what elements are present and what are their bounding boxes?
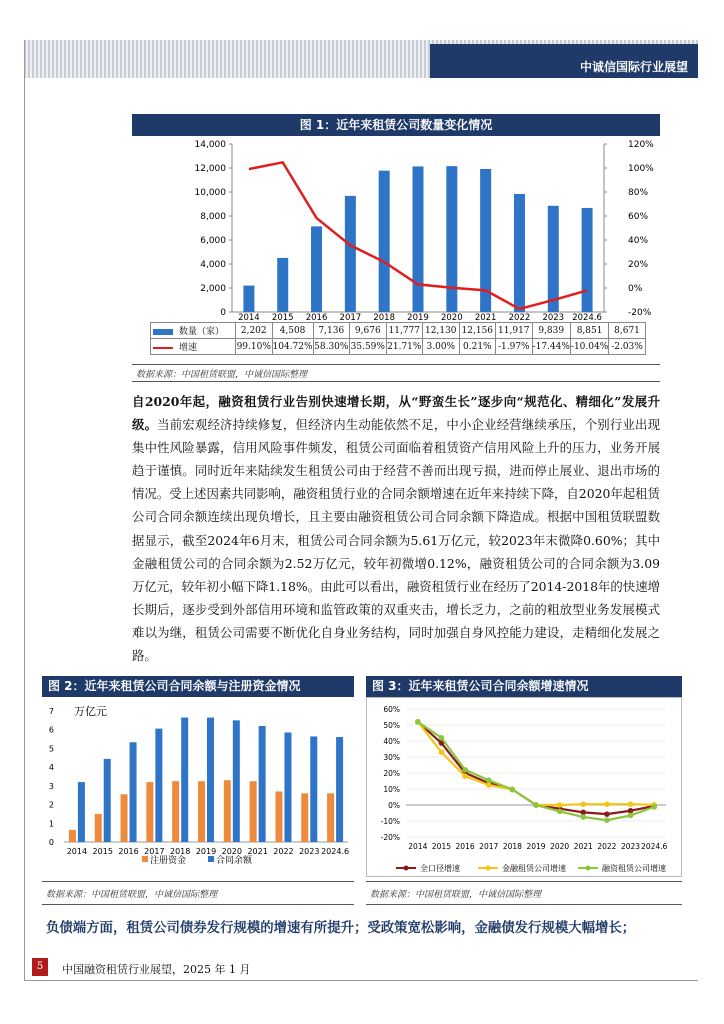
fig1-count-cell: 8,671 <box>609 323 646 339</box>
fig2-y-tick: 2 <box>48 800 54 810</box>
fig2-bar-balance <box>336 737 343 842</box>
fig3-source-rule-bottom <box>366 904 682 905</box>
fig3-legend <box>396 863 666 873</box>
fig1-growth-cell: -10.04% <box>570 339 608 355</box>
fig1-bar <box>413 166 424 312</box>
fig2-bar-balance <box>181 718 188 842</box>
fig1-count-legend: 数量（家） <box>151 323 236 339</box>
fig3-line-lease-point <box>486 777 492 783</box>
fig2-bar-registered <box>121 794 128 842</box>
fig1-bar <box>514 194 525 312</box>
footer-line <box>24 980 698 981</box>
fig2-legend-registered: 注册资金 <box>150 856 187 866</box>
fig2-bar-registered <box>301 793 308 842</box>
fig1-y-right-tick: 80% <box>628 188 649 198</box>
fig1-bar <box>548 206 559 312</box>
fig2-bar-registered <box>69 830 76 842</box>
fig1-count-cell: 8,851 <box>570 323 608 339</box>
fig3-x-tick: 2015 <box>431 842 452 851</box>
fig1-x-tick: 2014 <box>238 313 260 322</box>
fig2-y-tick: 0 <box>48 838 54 847</box>
fig1-title-bar <box>132 114 660 136</box>
fig3-line-fin-point <box>628 801 634 807</box>
fig3-line-lease-point <box>580 814 586 820</box>
fig2-bar-registered <box>250 781 257 842</box>
fig1-y-left-tick: 12,000 <box>194 164 226 174</box>
fig3-y-tick: 10% <box>383 785 400 794</box>
fig3-x-tick: 2021 <box>573 842 593 851</box>
fig1-growth-cell: 104.72% <box>272 339 313 355</box>
fig1-x-tick: 2017 <box>339 313 362 322</box>
paragraph-lead: 自2020年起，融资租赁行业告别快速增长期，从“野蛮生长”逐步向“规范化、精细化”发展升级。 <box>132 394 660 433</box>
fig2-source-rule-bottom <box>42 904 354 905</box>
fig1-y-left-tick: 14,000 <box>194 140 226 150</box>
fig2-legend-registered-swatch <box>142 856 148 862</box>
fig2-x-tick: 2022 <box>273 847 294 856</box>
fig2-bar-balance <box>259 726 266 842</box>
fig1-y-left-tick: 2,000 <box>200 284 226 294</box>
fig1-count-cell: 9,676 <box>350 323 387 339</box>
fig1-growth-cell: 35.59% <box>350 339 387 355</box>
fig1-growth-cell: 21.71% <box>386 339 423 355</box>
fig3-title-bar <box>366 676 682 697</box>
fig1-count-cell: 12,156 <box>459 323 496 339</box>
fig1-y-right-tick: 0% <box>628 284 643 294</box>
fig3-line-lease-point <box>557 809 563 815</box>
fig1-count-cell: 2,202 <box>236 323 273 339</box>
fig1-growth-cell: 3.00% <box>423 339 460 355</box>
fig3-title: 图 3：近年来租赁公司合同余额增速情况 <box>372 679 589 693</box>
fig3-legend-lease-marker <box>586 866 591 871</box>
fig2-x-tick: 2021 <box>247 847 268 856</box>
fig2-x-tick: 2014 <box>66 847 88 856</box>
fig3-legend-total: 全口径增速 <box>420 864 460 873</box>
bottom-summary: 负债端方面，租赁公司债券发行规模的增速有所提升；受政策宽松影响，金融债发行规模大幅增长； <box>46 920 636 936</box>
fig2-y-tick: 1 <box>48 819 54 829</box>
fig3-line-total <box>418 722 654 814</box>
fig2-x-tick: 2015 <box>92 847 113 856</box>
fig1-x-tick: 2021 <box>474 313 497 322</box>
fig2-y-tick: 7 <box>48 707 54 716</box>
fig1-y-right-tick: 120% <box>628 140 654 150</box>
left-margin-line <box>24 40 25 980</box>
fig2-x-tick: 2016 <box>118 847 139 856</box>
fig1-count-cell: 12,130 <box>423 323 460 339</box>
fig1-x-tick: 2018 <box>373 313 396 322</box>
fig2-legend-balance-swatch <box>208 856 214 862</box>
fig2-x-tick: 2018 <box>170 847 191 856</box>
fig3-line-fin-point <box>462 773 468 779</box>
fig3-line-lease-point <box>462 767 468 773</box>
fig2-x-tick: 2017 <box>144 847 165 856</box>
fig1-y-left-tick: 6,000 <box>200 236 226 246</box>
fig1-growth-cell: 58.30% <box>313 339 350 355</box>
fig1-bar <box>243 286 254 312</box>
fig3-y-tick: 60% <box>383 705 400 714</box>
fig1-bar <box>379 171 390 312</box>
fig1-source: 数据来源：中国租赁联盟，中诚信国际整理 <box>136 370 308 380</box>
fig1-x-tick: 2024.6 <box>572 313 602 322</box>
fig3-line-total-point <box>604 811 610 817</box>
fig2-bar-balance <box>207 718 214 842</box>
fig1-bar <box>311 226 322 312</box>
fig3-line-fin-point <box>486 782 492 788</box>
fig1-y-right-tick: 20% <box>628 260 649 270</box>
fig3-x-tick: 2017 <box>479 842 499 851</box>
fig3-x-tick: 2023 <box>620 842 641 851</box>
fig3-line-fin-point <box>557 802 563 808</box>
fig1-y-right-tick: -20% <box>628 308 652 318</box>
fig3-y-tick: 30% <box>383 753 400 762</box>
fig2-title-bar <box>42 676 354 697</box>
fig1-y-left-tick: 4,000 <box>200 260 226 270</box>
fig3-chart <box>366 697 682 877</box>
fig1-x-tick: 2019 <box>407 313 429 322</box>
page-number: 5 <box>32 958 48 976</box>
fig2-source: 数据来源：中国租赁联盟，中诚信国际整理 <box>46 890 218 900</box>
fig2-chart <box>42 697 354 877</box>
fig1-growth-cell: 99.10% <box>236 339 273 355</box>
fig3-x-tick: 2022 <box>597 842 617 851</box>
fig3-line-lease-point <box>439 735 445 741</box>
fig1-bar <box>446 166 457 312</box>
fig2-bar-registered <box>146 782 153 842</box>
fig3-line-lease-point <box>533 802 539 808</box>
fig2-bar-balance <box>130 742 137 842</box>
paragraph-body: 当前宏观经济持续修复，但经济内生动能依然不足，中小企业经营继续承压，个别行业出现集中性风险暴露，信用风险事件频发，租赁公司面临着租赁资产信用风险上升的压力，业务开展趋于谨慎。同时近年来陆续发生租赁公司由于经营不善而出现亏损，进而停止展业、退出市场的情况。受上述因素共同影响，融资租赁行业的合同余额增速在近年来持续下降，自2020年起租赁公司合同余额连续出现负增长，且主要由融资租赁公司合同余额下降造成。根据中国租赁联盟数据显示，截至2024年6月末，租赁公司合同余额为5.61万亿元，较2023年末微降0.60%；其中金融租赁公司的合同余额为2.52万亿元，较年初微增0.12%，融资租赁公司的合同余额为3.09万亿元，较年初小幅下降1.18%。由此可以看出，融资租赁行业在经历了2014-2018年的快速增长期后，逐步受到外部信用环境和监管政策的双重夹击，增长乏力，之前的粗放型业务发展模式难以为继，租赁公司需要不断优化自身业务结构，同时加强自身风控能力建设，走精细化发展之路。 <box>132 417 661 664</box>
fig3-legend-fin: 金融租赁公司增速 <box>502 864 566 873</box>
fig1-count-cell: 7,136 <box>313 323 350 339</box>
fig2-bar-registered <box>275 791 282 842</box>
fig1-count-cell: 11,917 <box>496 323 533 339</box>
fig2-x-tick: 2023 <box>299 847 320 856</box>
fig1-bar <box>277 258 288 312</box>
fig1-bar <box>345 196 356 312</box>
fig1-growth-cell: 0.21% <box>459 339 496 355</box>
fig2-x-tick: 2019 <box>195 847 217 856</box>
fig2-x-tick: 2020 <box>221 847 242 856</box>
fig1-x-tick: 2022 <box>508 313 531 322</box>
fig1-count-row <box>151 323 646 339</box>
fig2-legend-balance: 合同余额 <box>216 856 253 866</box>
footer-text: 中国融资租赁行业展望，2025 年 1 月 <box>62 963 251 976</box>
fig3-line-lease-point <box>651 804 657 810</box>
fig3-line-lease-point <box>604 817 610 823</box>
fig3-legend-total-marker <box>404 866 409 871</box>
fig2-bar-registered <box>327 793 334 842</box>
fig2-bar-balance <box>233 720 240 842</box>
fig3-y-tick: 0% <box>388 801 400 810</box>
fig3-x-tick: 2019 <box>526 842 546 851</box>
fig1-growth-cell: -2.03% <box>609 339 646 355</box>
fig1-growth-cell: -17.44% <box>532 339 570 355</box>
fig3-y-tick: -20% <box>380 833 400 842</box>
fig2-unit: 万亿元 <box>74 705 107 718</box>
fig2-title: 图 2：近年来租赁公司合同余额与注册资金情况 <box>48 679 301 693</box>
body-paragraph <box>132 390 660 667</box>
fig3-y-tick: -10% <box>380 817 400 826</box>
fig1-data-table <box>150 322 646 355</box>
fig3-line-lease-point <box>628 813 634 819</box>
fig1-y-left-tick: 8,000 <box>200 212 226 222</box>
fig2-bar-registered <box>95 814 102 842</box>
fig2-bar-balance <box>284 733 291 842</box>
fig3-y-tick: 40% <box>383 737 400 746</box>
fig3-x-tick: 2014 <box>408 842 428 851</box>
fig3-y-tick: 50% <box>383 721 400 730</box>
fig3-source-rule-top <box>366 881 682 882</box>
fig3-line-lease-point <box>415 719 421 725</box>
fig2-y-tick: 6 <box>48 725 54 735</box>
fig2-bar-registered <box>198 781 205 842</box>
fig1-y-right-tick: 100% <box>628 164 654 174</box>
fig3-source: 数据来源：中国租赁联盟，中诚信国际整理 <box>370 890 542 900</box>
fig1-source-rule-top <box>132 364 660 365</box>
header-title: 中诚信国际行业展望 <box>579 60 688 74</box>
fig3-x-tick: 2016 <box>455 842 475 851</box>
fig3-line-fin-point <box>604 801 610 807</box>
fig2-bar-registered <box>172 781 179 842</box>
fig1-growth-cell: -1.97% <box>496 339 533 355</box>
fig2-y-tick: 4 <box>48 763 54 773</box>
fig3-x-tick: 2024.6 <box>641 842 668 851</box>
fig1-x-tick: 2020 <box>440 313 463 322</box>
fig3-line-lease-point <box>510 787 516 793</box>
fig1-growth-row <box>151 339 646 355</box>
fig1-source-rule-bottom <box>132 381 660 382</box>
fig2-bar-balance <box>310 736 317 842</box>
fig2-x-tick: 2024.6 <box>321 847 350 856</box>
fig1-y-right-tick: 40% <box>628 236 649 246</box>
fig1-chart <box>132 136 660 322</box>
fig1-y-right-tick: 60% <box>628 212 649 222</box>
fig2-y-tick: 3 <box>48 781 54 791</box>
fig2-y-tick: 5 <box>48 744 54 754</box>
fig1-x-tick: 2015 <box>271 313 294 322</box>
fig1-count-cell: 4,508 <box>272 323 313 339</box>
fig3-line-fin-point <box>439 749 445 755</box>
fig3-legend-lease: 融资租赁公司增速 <box>602 864 666 873</box>
fig2-bar-balance <box>155 729 162 842</box>
fig1-count-cell: 11,777 <box>386 323 423 339</box>
fig2-bar-balance <box>78 782 85 842</box>
fig3-legend-fin-marker <box>486 866 491 871</box>
fig2-source-rule-top <box>42 881 354 882</box>
fig1-growth-legend: 增速 <box>151 339 236 355</box>
fig1-title: 图 1：近年来租赁公司数量变化情况 <box>299 118 493 132</box>
fig1-y-left-tick: 10,000 <box>194 188 226 198</box>
fig1-count-cell: 9,839 <box>532 323 570 339</box>
fig1-x-tick: 2023 <box>542 313 565 322</box>
fig1-bar <box>582 208 593 312</box>
fig3-x-tick: 2018 <box>502 842 522 851</box>
fig1-x-tick: 2016 <box>305 313 328 322</box>
fig3-line-fin <box>418 722 654 805</box>
fig2-bar-balance <box>104 759 111 842</box>
fig3-y-tick: 20% <box>383 769 400 778</box>
fig2-bar-registered <box>224 780 231 842</box>
fig3-line-fin-point <box>580 801 586 807</box>
fig3-x-tick: 2020 <box>550 842 570 851</box>
fig1-y-left-tick: 0 <box>220 308 226 318</box>
